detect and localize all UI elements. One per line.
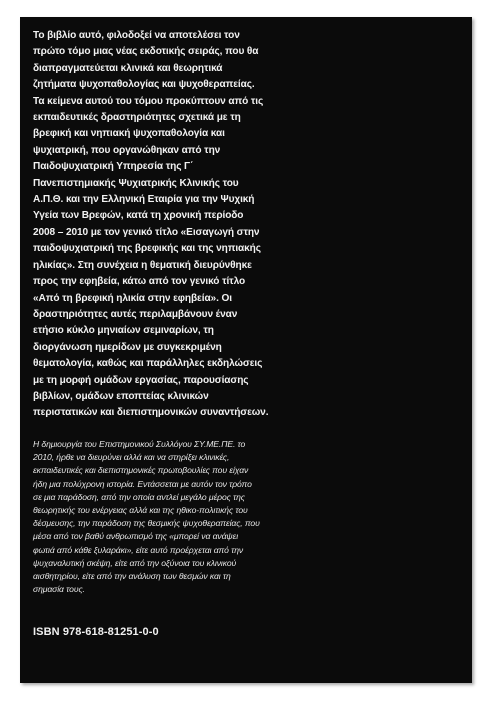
back-cover-blurb: Το βιβλίο αυτό, φιλοδοξεί να αποτελέσει τον πρώτο τόμο μιας νέας εκδοτικής σειράς, που θα διαπραγματεύεται κλινικά και θεωρητικά ζητήματα ψυχοπαθολογίας και ψυχοθεραπείας. Τα κείμενα αυτού του τόμου προκύπτουν από τις εκπαιδευτικές δραστηριότητες σχετικά με τη βρεφική και νηπιακή ψυχοπαθολογία και ψυχιατρική, που οργανώθηκαν από την Παιδοψυχιατρική Υπηρεσία της Γ΄ Πανεπιστημιακής Ψυχιατρικής Κλινικής του Α.Π.Θ. και την Ελληνική Εταιρία για την Ψυχική Υγεία των Βρεφών, κατά τη χρονική περίοδο 2008 – 2010 με τον γενικό τίτλο «Εισαγωγή στην παιδοψυχιατρική της βρεφικής και της νηπιακής ηλικίας». Στη συνέχεια η θεματική διευρύνθηκε προς την εφηβεία, κάτω από τον γενικό τίτλο «Από τη βρεφική ηλικία στην εφηβεία». Οι δραστηριότητες αυτές περιλαμβάνουν έναν ετήσιο κύκλο μηνιαίων σεμιναρίων, τη διοργάνωση ημερίδων με συγκεκριμένη θεματολογία, καθώς και παράλληλες εκδηλώσεις με τη μορφή ομάδων εργασίας, παρουσίασης βιβλίων, ομάδων εποπτείας κλινικών περιστατικών και διεπιστημονικών συναντήσεων. <box>33 30 269 419</box>
society-note: Η δημιουργία του Επιστημονικού Συλλόγου ΣΥ.ΜΕ.ΠΕ. το 2010, ήρθε να διευρύνει αλλά και να στηρίξει κλινικές, εκπαιδευτικές και διεπιστημονικές πρωτοβουλίες που είχαν ήδη μια πολύχρονη ιστορία. Εντάσσεται με αυτόν τον τρόπο σε μια παράδοση, από την οποία αντλεί μεγάλο μέρος της θεωρητικής του ενέργειας αλλά και της ηθικο-πολιτικής του δέσμευσης, την παράδοση της θεσμικής ψυχοθεραπείας, που μέσα από τον βαθύ ανθρωπισμό της «μπορεί να ανάψει φωτιά από κάθε ξυλαράκι», είτε αυτό προέρχεται από την ψυχαναλυτική σκέψη, είτε από την οξύνοια του κλινικού αισθητηρίου, είτε από την ανάλυση των θεσμών και τη σημασία τους. <box>33 439 260 595</box>
isbn-number: ISBN 978-618-81251-0-0 <box>33 626 159 638</box>
